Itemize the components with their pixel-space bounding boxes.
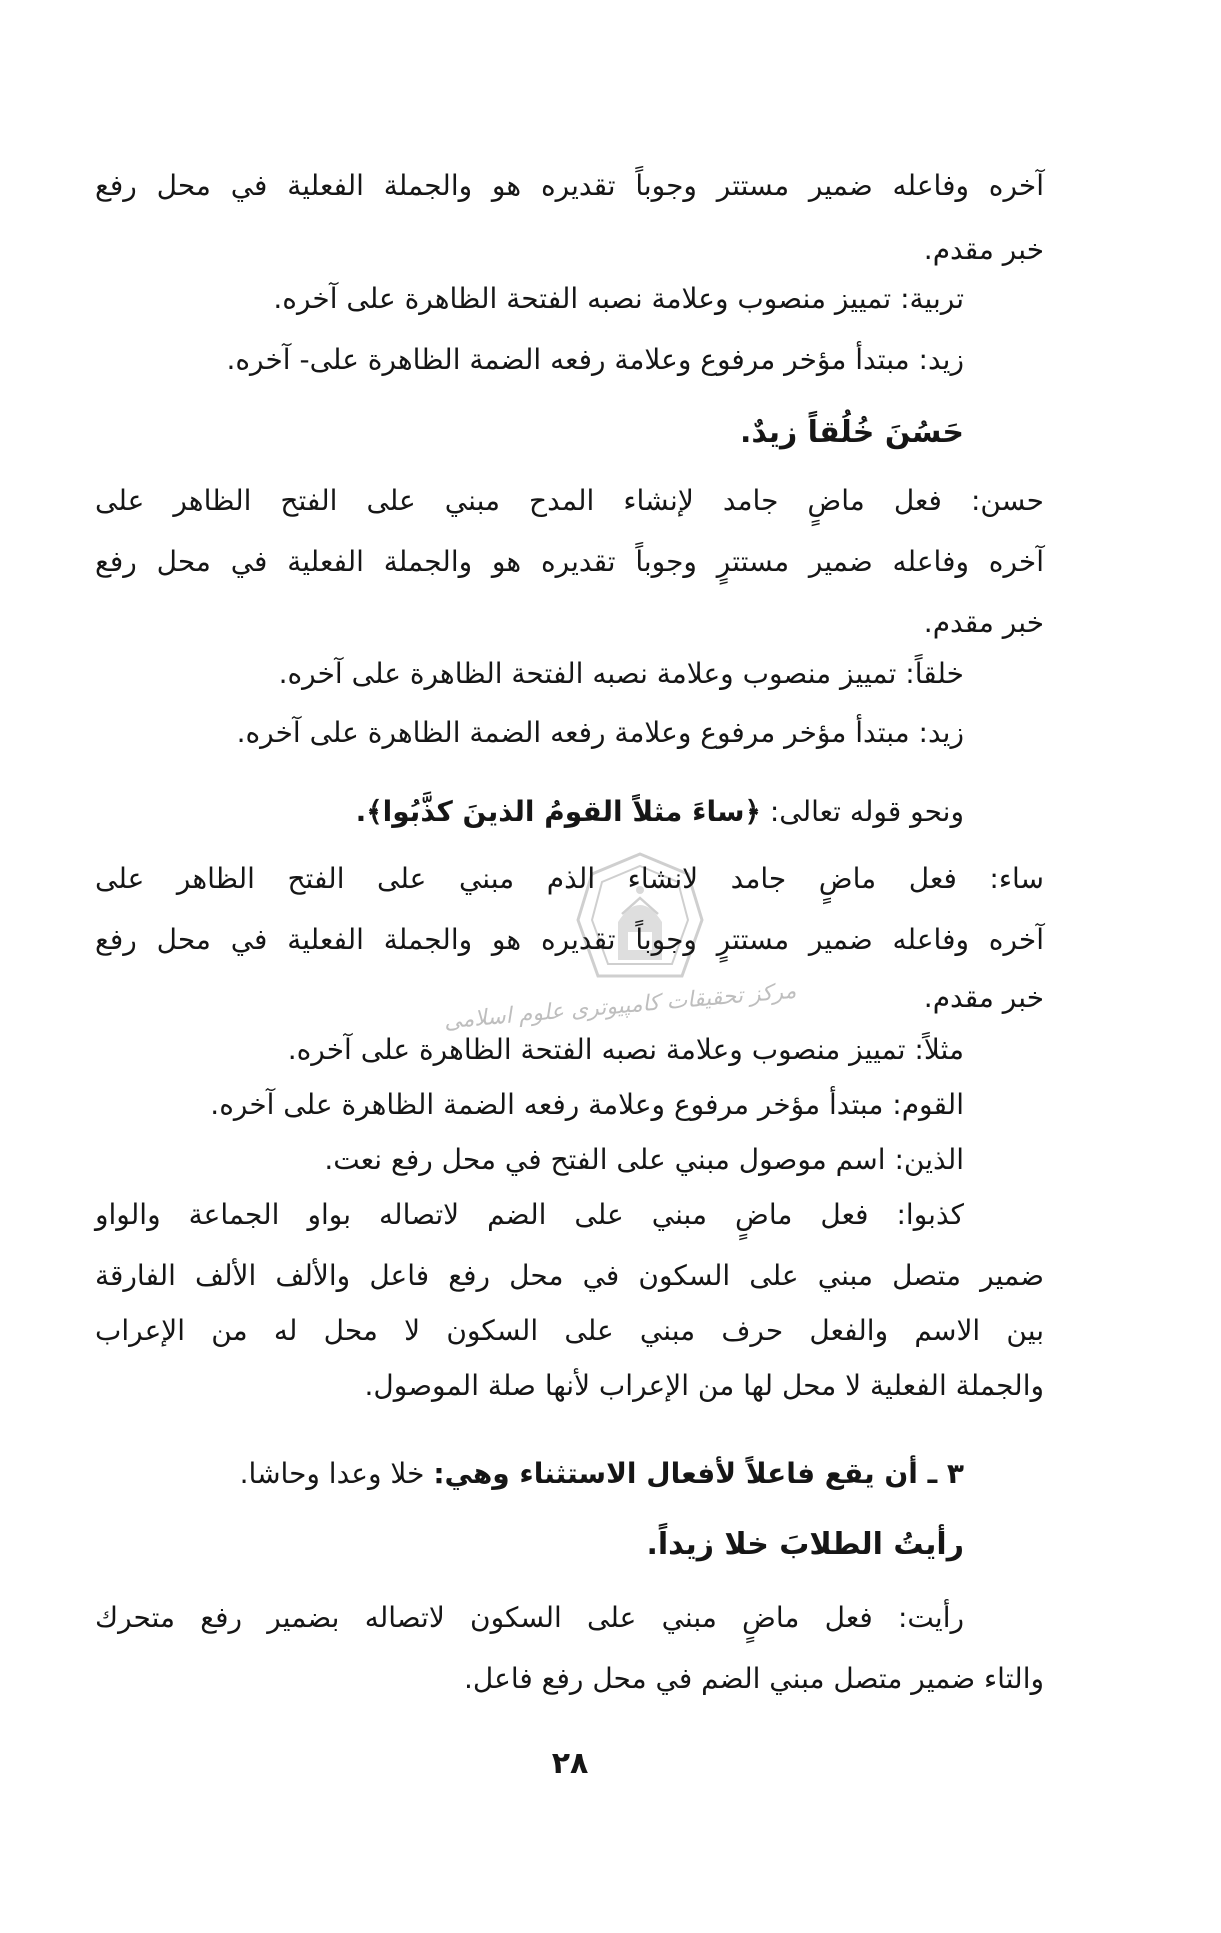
quran-verse: ﴿ساءَ مثلاً القومُ الذينَ كذَّبُوا﴾.	[355, 795, 761, 828]
text-line: خبر مقدم.	[923, 606, 1044, 639]
text-line: والتاء ضمير متصل مبني الضم في محل رفع فاعل.	[464, 1662, 1044, 1695]
text-line: الذين: اسم موصول مبني على الفتح في محل رفع نعت.	[324, 1143, 964, 1176]
text-line: مثلاً: تمييز منصوب وعلامة نصبه الفتحة الظاهرة على آخره.	[287, 1033, 964, 1066]
page-number: ٢٨	[551, 1746, 589, 1781]
text-line: بين الاسم والفعل حرف مبني على السكون لا محل له من الإعراب	[95, 1314, 1044, 1347]
text-line: ساء: فعل ماضٍ جامد لانشاء الذم مبني على الفتح الظاهر على	[95, 862, 1044, 895]
text-line: زيد: مبتدأ مؤخر مرفوع وعلامة رفعه الضمة الظاهرة على- آخره.	[226, 343, 964, 376]
quran-example-line	[95, 787, 1044, 837]
section-heading: ٣ ـ أن يقع فاعلاً لأفعال الاستثناء وهي:	[433, 1457, 964, 1490]
text-line: والجملة الفعلية لا محل لها من الإعراب لأنها صلة الموصول.	[364, 1369, 1044, 1402]
text-line: كذبوا: فعل ماضٍ مبني على الضم لاتصاله بواو الجماعة والواو	[95, 1198, 964, 1231]
text-line: آخره وفاعله ضمير مستترٍ وجوباً تقديره هو والجملة الفعلية في محل رفع	[95, 923, 1044, 956]
text-line: ضمير متصل مبني على السكون في محل رفع فاعل والألف الألف الفارقة	[95, 1259, 1044, 1292]
text-line: آخره وفاعله ضمير مستترٍ وجوباً تقديره هو والجملة الفعلية في محل رفع	[95, 545, 1044, 578]
text-line: خبر مقدم.	[923, 233, 1044, 266]
text-line: خلقاً: تمييز منصوب وعلامة نصبه الفتحة الظاهرة على آخره.	[278, 657, 964, 690]
text-line: آخره وفاعله ضمير مستتر وجوباً تقديره هو والجملة الفعلية في محل رفع	[95, 169, 1044, 202]
example-sentence: حَسُنَ خُلُقاً زيدٌ.	[739, 415, 964, 450]
text-line: رأيت: فعل ماضٍ مبني على السكون لاتصاله بضمير رفع متحرك	[95, 1601, 964, 1634]
text-line: زيد: مبتدأ مؤخر مرفوع وعلامة رفعه الضمة الظاهرة على آخره.	[236, 716, 964, 749]
text-line: حسن: فعل ماضٍ جامد لإنشاء المدح مبني على الفتح الظاهر على	[95, 484, 1044, 517]
text-line: القوم: مبتدأ مؤخر مرفوع وعلامة رفعه الضمة الظاهرة على آخره.	[210, 1088, 964, 1121]
section-heading-list: خلا وعدا وحاشا.	[239, 1457, 425, 1490]
text-line: تربية: تمييز منصوب وعلامة نصبه الفتحة الظاهرة على آخره.	[273, 282, 964, 315]
section-heading-line	[95, 1449, 1044, 1499]
example-sentence: رأيتُ الطلابَ خلا زيداً.	[646, 1527, 964, 1562]
text-line: خبر مقدم.	[923, 981, 1044, 1014]
watermark-label: مرکز تحقیقات کامپیوتری علوم اسلامی	[443, 978, 798, 1035]
quran-intro: ونحو قوله تعالى:	[769, 795, 964, 828]
